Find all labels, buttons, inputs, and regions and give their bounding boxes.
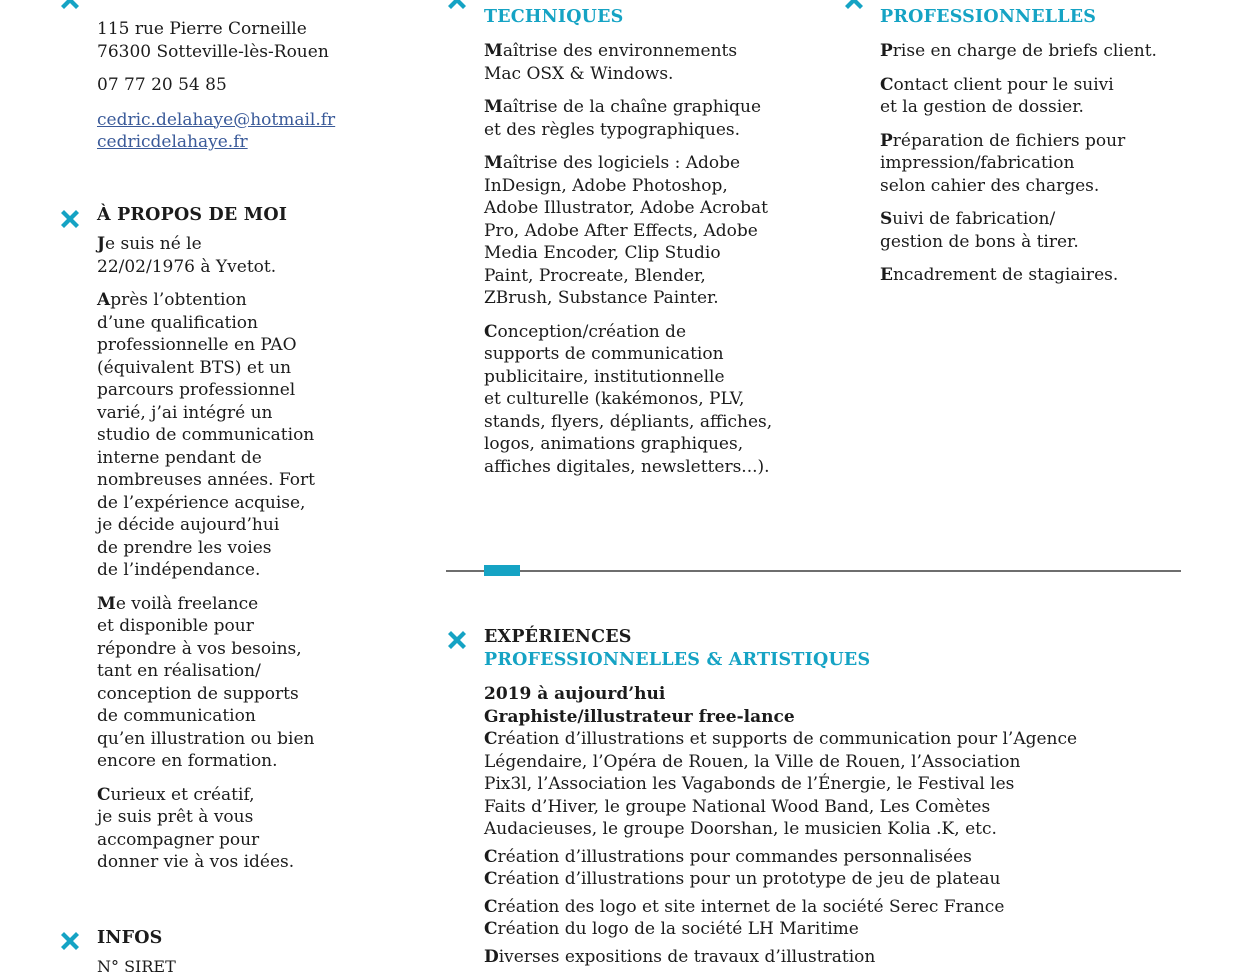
paragraph-line <box>97 638 397 661</box>
experience-line <box>484 868 1184 891</box>
experience-line <box>484 796 1184 819</box>
techniques-body <box>484 40 804 489</box>
paragraph-line <box>97 728 397 751</box>
initial-capital: C <box>484 846 498 867</box>
paragraph <box>484 321 804 479</box>
experience-line <box>484 751 1184 774</box>
line-text: uivi de fabrication/ <box>892 209 1056 229</box>
paragraph-line <box>880 130 1210 153</box>
experience-items <box>484 728 1184 968</box>
initial-capital: E <box>880 265 893 285</box>
paragraph-line <box>484 456 804 479</box>
line-text: et disponible pour <box>97 616 254 636</box>
paragraph-line <box>484 96 804 119</box>
cross-icon <box>58 0 82 12</box>
line-text: qu’en illustration ou bien <box>97 728 315 749</box>
initial-capital: C <box>880 74 894 95</box>
line-text: parcours professionnel <box>97 380 296 400</box>
paragraph <box>484 96 804 141</box>
infos-first-line: N° SIRET <box>97 957 176 976</box>
line-text: aîtrise de la chaîne graphique <box>502 97 762 117</box>
about-body <box>97 233 397 885</box>
line-text: réation d’illustrations pour commandes personnalisées <box>497 846 972 867</box>
experiences-title: EXPÉRIENCES <box>484 627 632 647</box>
line-text: Audacieuses, le groupe Doorshan, le musicien Kolia .K, etc. <box>484 819 997 839</box>
paragraph-line <box>484 175 804 198</box>
cross-icon <box>58 929 82 953</box>
techniques-title: TECHNIQUES <box>484 7 624 27</box>
paragraph-line <box>97 312 397 335</box>
paragraph-line <box>484 265 804 288</box>
paragraph <box>880 264 1210 287</box>
paragraph-line <box>97 683 397 706</box>
paragraph-line <box>880 208 1210 231</box>
initial-capital: P <box>880 41 893 61</box>
phone-number: 07 77 20 54 85 <box>97 75 227 95</box>
paragraph-line <box>97 334 397 357</box>
line-text: Adobe Illustrator, Adobe Acrobat <box>484 198 768 218</box>
website-link[interactable]: cedricdelahaye.fr <box>97 132 248 152</box>
line-text: Pro, Adobe After Effects, Adobe <box>484 220 758 241</box>
line-text: aîtrise des logiciels : Adobe <box>502 153 741 173</box>
experience-line <box>484 918 1184 941</box>
line-text: réation du logo de la société LH Maritime <box>497 919 859 939</box>
section-divider <box>446 570 1181 572</box>
line-text: InDesign, Adobe Photoshop, <box>484 175 728 196</box>
email-link[interactable]: cedric.delahaye@hotmail.fr <box>97 109 336 130</box>
paragraph-line <box>484 287 804 310</box>
paragraph <box>97 233 397 278</box>
line-text: affiches digitales, newsletters...). <box>484 456 770 477</box>
line-text: réation d’illustrations pour un prototype de jeu de plateau <box>497 869 1001 889</box>
infos-heading <box>97 927 163 950</box>
experience-line <box>484 846 1184 869</box>
initial-capital: P <box>880 130 893 151</box>
experience-group <box>484 946 1184 969</box>
paragraph-line <box>97 424 397 447</box>
experiences-heading <box>484 626 870 672</box>
experience-group <box>484 728 1184 841</box>
paragraph <box>97 784 397 874</box>
experience-line <box>484 773 1184 796</box>
divider-accent <box>484 565 520 576</box>
professionnelles-title: PROFESSIONNELLES <box>880 7 1097 27</box>
paragraph-line <box>97 660 397 683</box>
line-text: Pix3l, l’Association les Vagabonds de l’Énergie, le Festival les <box>484 774 1015 794</box>
cross-icon <box>445 628 469 652</box>
paragraph-line <box>880 74 1210 97</box>
paragraph-line <box>484 40 804 63</box>
initial-capital: M <box>97 593 116 614</box>
paragraph <box>97 289 397 582</box>
line-text: supports de communication <box>484 344 724 364</box>
line-text: nombreuses années. Fort <box>97 470 315 490</box>
experience-line <box>484 896 1184 919</box>
line-text: tant en réalisation/ <box>97 661 261 681</box>
line-text: interne pendant de <box>97 447 262 468</box>
line-text: selon cahier des charges. <box>880 175 1100 196</box>
email-line <box>97 109 397 132</box>
line-text: logos, animations graphiques, <box>484 434 744 454</box>
initial-capital: C <box>484 729 498 749</box>
line-text: iverses expositions de travaux d’illustration <box>498 946 876 967</box>
line-text: aîtrise des environnements <box>502 41 738 61</box>
techniques-heading <box>484 6 624 29</box>
line-text: gestion de bons à tirer. <box>880 231 1079 252</box>
line-text: e suis né le <box>105 234 202 254</box>
initial-capital: C <box>97 784 111 805</box>
line-text: (équivalent BTS) et un <box>97 357 292 378</box>
line-text: je suis prêt à vous <box>97 807 254 827</box>
paragraph-line <box>97 851 397 874</box>
line-text: ontact client pour le suivi <box>893 74 1114 95</box>
line-text: Mac OSX & Windows. <box>484 63 674 84</box>
cross-icon <box>842 0 866 12</box>
line-text: et des règles typographiques. <box>484 119 741 140</box>
line-text: et culturelle (kakémonos, PLV, <box>484 389 745 409</box>
line-text: d’une qualification <box>97 312 258 333</box>
initial-capital: M <box>484 153 503 173</box>
infos-title: INFOS <box>97 928 163 948</box>
paragraph-line <box>484 197 804 220</box>
line-text: près l’obtention <box>110 290 247 310</box>
paragraph-line <box>97 784 397 807</box>
paragraph-line <box>880 40 1210 63</box>
line-text: urieux et créatif, <box>110 784 255 805</box>
address-line-1: 115 rue Pierre Corneille <box>97 19 307 39</box>
paragraph-line <box>97 593 397 616</box>
line-text: ncadrement de stagiaires. <box>892 265 1119 285</box>
initial-capital: J <box>97 234 106 254</box>
paragraph-line <box>484 343 804 366</box>
paragraph <box>880 40 1210 63</box>
paragraph-line <box>484 433 804 456</box>
line-text: de communication <box>97 706 256 726</box>
line-text: de prendre les voies <box>97 537 272 558</box>
paragraph-line <box>97 447 397 470</box>
paragraph-line <box>484 119 804 142</box>
line-text: réparation de fichiers pour <box>892 130 1126 151</box>
paragraph <box>97 593 397 773</box>
line-text: Faits d’Hiver, le groupe National Wood Band, Les Comètes <box>484 796 991 817</box>
paragraph-line <box>880 175 1210 198</box>
paragraph <box>880 74 1210 119</box>
paragraph-line <box>484 321 804 344</box>
paragraph-line <box>97 750 397 773</box>
line-text: et la gestion de dossier. <box>880 97 1084 117</box>
paragraph-line <box>97 233 397 256</box>
paragraph <box>880 208 1210 253</box>
line-text: réation d’illustrations et supports de communication pour l’Agence <box>497 729 1078 749</box>
paragraph-line <box>97 615 397 638</box>
line-text: onception/création de <box>497 321 687 342</box>
line-text: publicitaire, institutionnelle <box>484 366 725 387</box>
professionnelles-heading <box>880 6 1096 29</box>
paragraph-line <box>97 492 397 515</box>
experiences-body <box>484 683 1184 973</box>
paragraph-line <box>880 96 1210 119</box>
paragraph-line <box>484 63 804 86</box>
paragraph-line <box>97 469 397 492</box>
line-text: stands, flyers, dépliants, affiches, <box>484 411 773 432</box>
paragraph-line <box>484 366 804 389</box>
paragraph-line <box>97 402 397 425</box>
paragraph <box>880 130 1210 198</box>
experience-line <box>484 818 1184 841</box>
initial-capital: D <box>484 946 499 967</box>
paragraph-line <box>97 559 397 582</box>
line-text: accompagner pour <box>97 829 260 850</box>
initial-capital: M <box>484 97 503 117</box>
line-text: réation des logo et site internet de la société Serec France <box>497 896 1005 917</box>
experience-group <box>484 896 1184 941</box>
professionnelles-body <box>880 40 1210 298</box>
experiences-subtitle: PROFESSIONNELLES & ARTISTIQUES <box>484 650 871 670</box>
line-text: conception de supports <box>97 683 299 704</box>
initial-capital: M <box>484 41 503 61</box>
paragraph-line <box>97 256 397 279</box>
paragraph <box>484 40 804 85</box>
paragraph-line <box>484 152 804 175</box>
paragraph-line <box>97 514 397 537</box>
initial-capital: A <box>97 290 111 310</box>
experience-role: Graphiste/illustrateur free-lance <box>484 706 795 727</box>
line-text: répondre à vos besoins, <box>97 638 302 659</box>
initial-capital: C <box>484 896 498 917</box>
line-text: Paint, Procreate, Blender, <box>484 265 706 286</box>
paragraph <box>484 152 804 310</box>
paragraph-line <box>97 705 397 728</box>
website-line <box>97 131 397 154</box>
initial-capital: C <box>484 919 498 939</box>
paragraph-line <box>484 242 804 265</box>
line-text: encore en formation. <box>97 751 278 771</box>
line-text: de l’expérience acquise, <box>97 492 306 513</box>
paragraph-line <box>97 537 397 560</box>
line-text: Media Encoder, Clip Studio <box>484 243 721 263</box>
experience-line <box>484 728 1184 751</box>
line-text: donner vie à vos idées. <box>97 852 295 872</box>
paragraph-line <box>97 829 397 852</box>
cross-icon <box>58 207 82 231</box>
line-text: Légendaire, l’Opéra de Rouen, la Ville de Rouen, l’Association <box>484 751 1021 772</box>
line-text: professionnelle en PAO <box>97 335 297 355</box>
line-text: varié, j’ai intégré un <box>97 402 273 423</box>
experience-line <box>484 946 1184 969</box>
line-text: studio de communication <box>97 425 315 445</box>
paragraph-line <box>484 388 804 411</box>
line-text: 22/02/1976 à Yvetot. <box>97 256 277 277</box>
line-text: je décide aujourd’hui <box>97 515 280 535</box>
line-text: ZBrush, Substance Painter. <box>484 288 719 308</box>
contact-block <box>97 18 397 154</box>
address-line-2: 76300 Sotteville-lès-Rouen <box>97 41 329 62</box>
line-text: impression/fabrication <box>880 153 1075 173</box>
line-text: rise en charge de briefs client. <box>892 41 1157 61</box>
line-text: e voilà freelance <box>115 593 259 614</box>
paragraph-line <box>484 411 804 434</box>
cross-icon <box>445 0 469 12</box>
paragraph-line <box>97 357 397 380</box>
experience-period: 2019 à aujourd’hui <box>484 684 666 704</box>
about-title: À PROPOS DE MOI <box>97 205 288 225</box>
paragraph-line <box>97 806 397 829</box>
paragraph-line <box>97 379 397 402</box>
initial-capital: C <box>484 869 498 889</box>
paragraph-line <box>97 289 397 312</box>
paragraph-line <box>880 231 1210 254</box>
line-text: de l’indépendance. <box>97 560 261 580</box>
initial-capital: S <box>880 209 893 229</box>
paragraph-line <box>880 264 1210 287</box>
about-heading <box>97 204 287 227</box>
paragraph-line <box>484 220 804 243</box>
paragraph-line <box>880 152 1210 175</box>
initial-capital: C <box>484 321 498 342</box>
experience-group <box>484 846 1184 891</box>
